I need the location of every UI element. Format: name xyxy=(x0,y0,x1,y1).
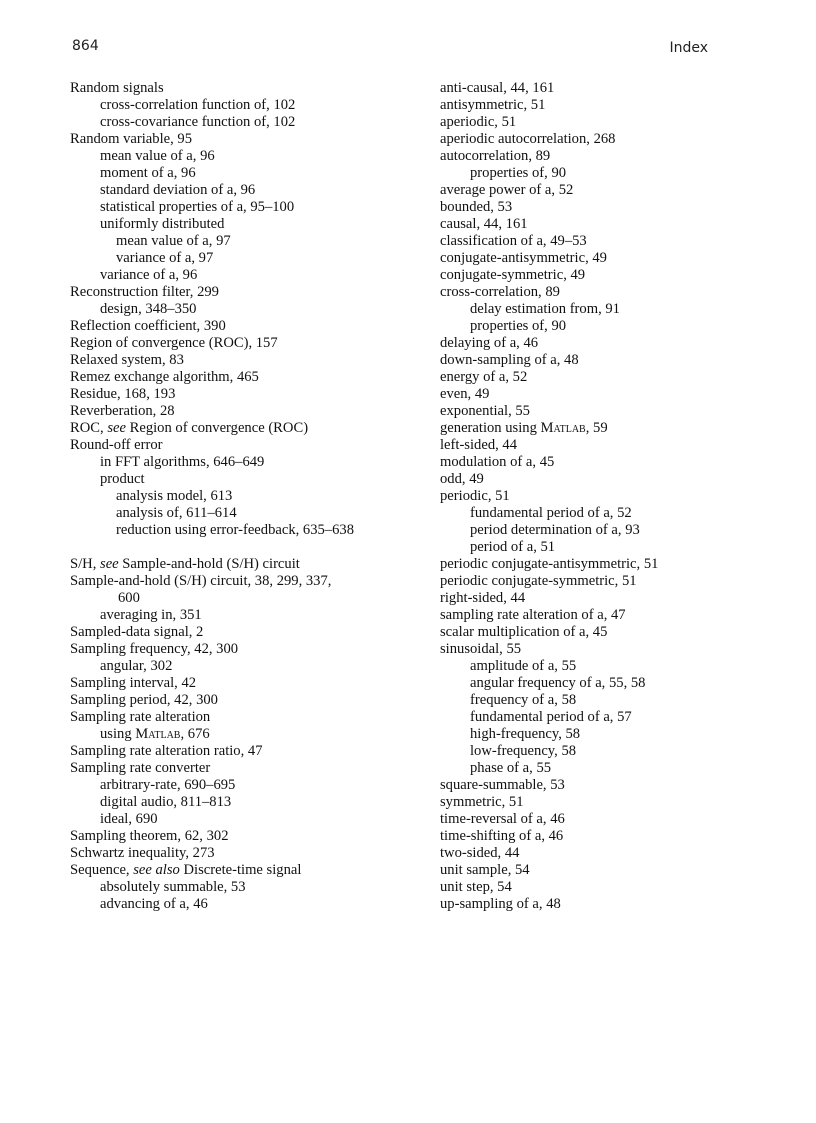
index-entry: Relaxed system, 83 xyxy=(70,352,184,368)
index-entry: Sampling rate alteration xyxy=(70,709,211,725)
index-subentry: period determination of a, 93 xyxy=(470,522,640,538)
index-entry: average power of a, 52 xyxy=(440,182,574,198)
index-subentry: product xyxy=(100,471,145,487)
index-entry: two-sided, 44 xyxy=(440,845,520,861)
index-entry: Sampling period, 42, 300 xyxy=(70,692,218,708)
index-subentry: fundamental period of a, 52 xyxy=(470,505,632,521)
index-subentry: mean value of a, 97 xyxy=(116,233,231,249)
index-entry: up-sampling of a, 48 xyxy=(440,896,561,912)
index-subentry: cross-correlation function of, 102 xyxy=(100,97,296,113)
index-entry: sinusoidal, 55 xyxy=(440,641,522,657)
index-entry: aperiodic, 51 xyxy=(440,114,517,130)
index-entry: symmetric, 51 xyxy=(440,794,524,810)
index-entry: ROC, see Region of convergence (ROC) xyxy=(70,420,309,436)
index-subentry: using Matlab, 676 xyxy=(100,726,210,742)
index-subentry: properties of, 90 xyxy=(470,318,567,334)
index-entry: Round-off error xyxy=(70,437,163,453)
index-entry: Residue, 168, 193 xyxy=(70,386,176,402)
index-subentry: variance of a, 97 xyxy=(116,250,214,266)
index-entry: Random variable, 95 xyxy=(70,131,192,147)
index-entry: time-shifting of a, 46 xyxy=(440,828,564,844)
index-entry: Sequence, see also Discrete-time signal xyxy=(70,862,302,878)
index-entry: left-sided, 44 xyxy=(440,437,518,453)
index-entry: energy of a, 52 xyxy=(440,369,528,385)
index-entry: Sampling rate converter xyxy=(70,760,211,776)
index-entry: bounded, 53 xyxy=(440,199,513,215)
index-entry: Remez exchange algorithm, 465 xyxy=(70,369,259,385)
index-entry: Reverberation, 28 xyxy=(70,403,175,419)
index-entry: Sampled-data signal, 2 xyxy=(70,624,204,640)
index-entry: right-sided, 44 xyxy=(440,590,526,606)
index-subentry: properties of, 90 xyxy=(470,165,567,181)
index-entry: conjugate-antisymmetric, 49 xyxy=(440,250,607,266)
index-entry: Sampling frequency, 42, 300 xyxy=(70,641,239,657)
index-subentry: arbitrary-rate, 690–695 xyxy=(100,777,236,793)
index-entry: modulation of a, 45 xyxy=(440,454,555,470)
index-entry: causal, 44, 161 xyxy=(440,216,528,232)
index-subentry: low-frequency, 58 xyxy=(470,743,577,759)
index-subentry: statistical properties of a, 95–100 xyxy=(100,199,295,215)
index-subentry: fundamental period of a, 57 xyxy=(470,709,632,725)
index-entry: aperiodic autocorrelation, 268 xyxy=(440,131,616,147)
index-subentry: high-frequency, 58 xyxy=(470,726,581,742)
index-entry: Reflection coefficient, 390 xyxy=(70,318,226,334)
index-subentry: absolutely summable, 53 xyxy=(100,879,246,895)
index-entry: square-summable, 53 xyxy=(440,777,565,793)
index-column-right xyxy=(440,80,785,913)
index-entry: delaying of a, 46 xyxy=(440,335,539,351)
index-entry: Reconstruction filter, 299 xyxy=(70,284,219,300)
index-subentry: delay estimation from, 91 xyxy=(470,301,620,317)
index-entry: Random signals xyxy=(70,80,164,96)
index-entry: time-reversal of a, 46 xyxy=(440,811,565,827)
index-entry: sampling rate alteration of a, 47 xyxy=(440,607,626,623)
index-entry: classification of a, 49–53 xyxy=(440,233,587,249)
index-subentry: angular frequency of a, 55, 58 xyxy=(470,675,646,691)
index-entry: odd, 49 xyxy=(440,471,484,487)
page-number: 864 xyxy=(72,38,99,54)
index-entry: exponential, 55 xyxy=(440,403,530,419)
index-entry: unit step, 54 xyxy=(440,879,512,895)
index-subentry: ideal, 690 xyxy=(100,811,158,827)
index-entry: even, 49 xyxy=(440,386,490,402)
index-entry: S/H, see Sample-and-hold (S/H) circuit xyxy=(70,556,300,572)
index-entry: Schwartz inequality, 273 xyxy=(70,845,215,861)
index-entry: Region of convergence (ROC), 157 xyxy=(70,335,278,351)
index-column-left xyxy=(70,80,415,913)
index-entry: periodic conjugate-antisymmetric, 51 xyxy=(440,556,659,572)
index-entry: cross-correlation, 89 xyxy=(440,284,560,300)
index-subentry: design, 348–350 xyxy=(100,301,197,317)
index-entry: Sample-and-hold (S/H) circuit, 38, 299, 337, xyxy=(70,573,332,589)
index-subentry: period of a, 51 xyxy=(470,539,556,555)
index-subentry: 600 xyxy=(118,590,140,606)
index-subentry: reduction using error-feedback, 635–638 xyxy=(116,522,354,538)
index-entry: scalar multiplication of a, 45 xyxy=(440,624,608,640)
index-entry: periodic conjugate-symmetric, 51 xyxy=(440,573,637,589)
index-subentry: amplitude of a, 55 xyxy=(470,658,577,674)
index-entry: generation using Matlab, 59 xyxy=(440,420,608,436)
index-subentry: variance of a, 96 xyxy=(100,267,198,283)
index-subentry: angular, 302 xyxy=(100,658,173,674)
index-subentry: frequency of a, 58 xyxy=(470,692,577,708)
index-subentry: phase of a, 55 xyxy=(470,760,552,776)
index-entry: autocorrelation, 89 xyxy=(440,148,551,164)
index-subentry: standard deviation of a, 96 xyxy=(100,182,256,198)
index-subentry: cross-covariance function of, 102 xyxy=(100,114,296,130)
index-entry: Sampling interval, 42 xyxy=(70,675,197,691)
index-subentry: analysis of, 611–614 xyxy=(116,505,237,521)
index-entry: Sampling theorem, 62, 302 xyxy=(70,828,229,844)
index-subentry: moment of a, 96 xyxy=(100,165,196,181)
index-entry: conjugate-symmetric, 49 xyxy=(440,267,586,283)
index-entry: unit sample, 54 xyxy=(440,862,530,878)
index-subentry: advancing of a, 46 xyxy=(100,896,208,912)
index-subentry: averaging in, 351 xyxy=(100,607,202,623)
index-entry: periodic, 51 xyxy=(440,488,510,504)
index-subentry: uniformly distributed xyxy=(100,216,225,232)
entry-gap xyxy=(70,539,415,556)
index-subentry: digital audio, 811–813 xyxy=(100,794,232,810)
index-subentry: in FFT algorithms, 646–649 xyxy=(100,454,265,470)
index-entry: Sampling rate alteration ratio, 47 xyxy=(70,743,263,759)
index-subentry: analysis model, 613 xyxy=(116,488,233,504)
index-entry: antisymmetric, 51 xyxy=(440,97,546,113)
index-entry: down-sampling of a, 48 xyxy=(440,352,579,368)
index-subentry: mean value of a, 96 xyxy=(100,148,215,164)
section-title: Index xyxy=(669,40,708,56)
index-entry: anti-causal, 44, 161 xyxy=(440,80,555,96)
